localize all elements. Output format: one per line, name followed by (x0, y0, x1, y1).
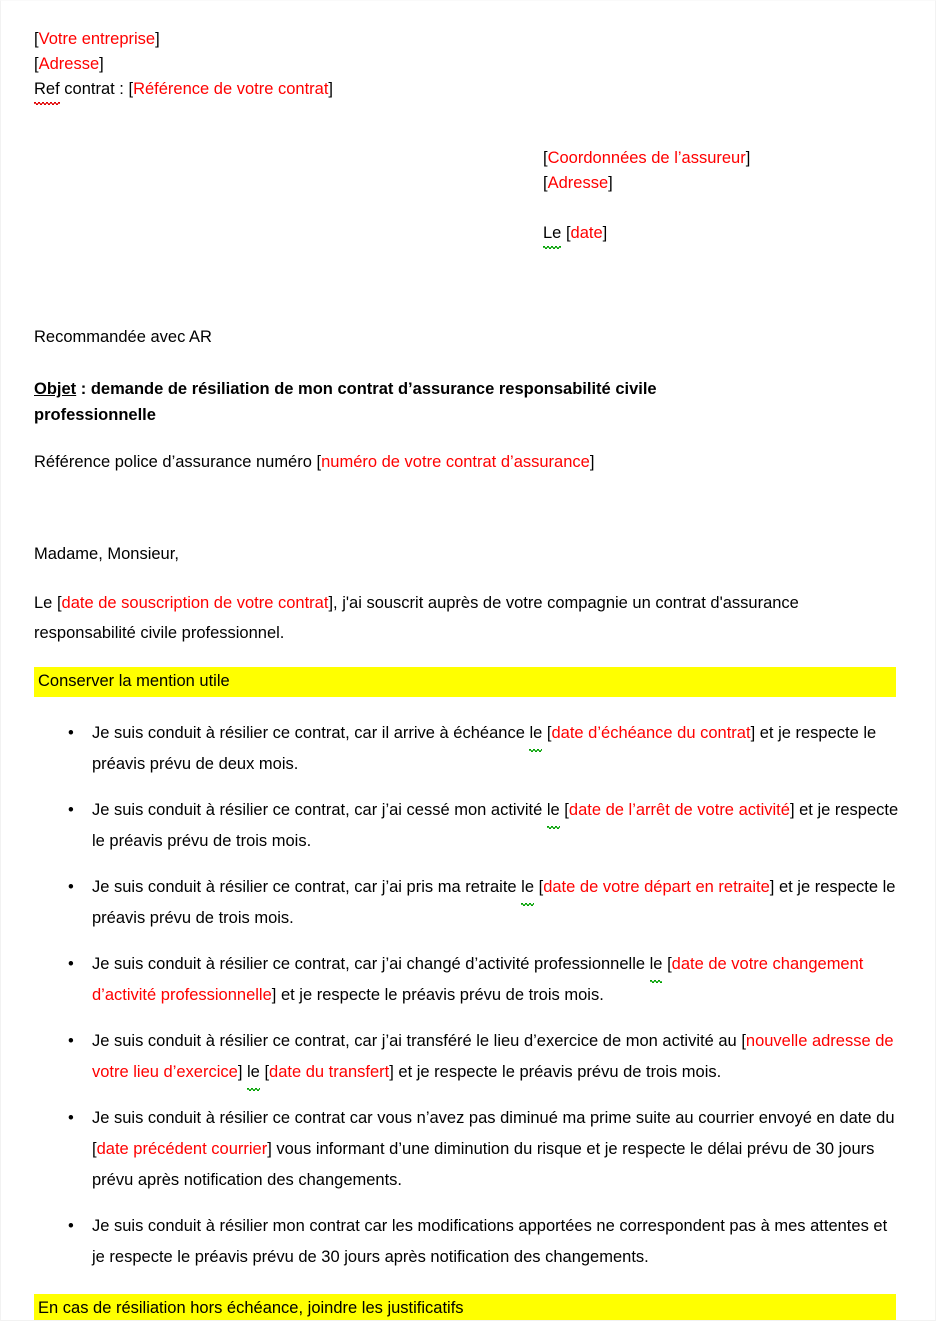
recipient-insurer-line: [Coordonnées de l’assureur] (543, 149, 751, 167)
list-item-text (92, 878, 895, 927)
spacer (34, 102, 900, 146)
list-item-text (92, 1109, 895, 1189)
spacer (34, 697, 900, 718)
placeholder-field: date de l’arrêt de votre activité (568, 801, 790, 819)
text-run: Je suis conduit à résilier ce contrat car vous n’avez pas diminué ma prime suite au courrier envoyé en date du (92, 1109, 895, 1127)
list-item-text (92, 955, 863, 1004)
contract-ref-placeholder: Référence de votre contrat (133, 80, 329, 98)
bullet-marker-icon: • (68, 724, 74, 742)
resiliation-reasons-list (34, 718, 900, 1273)
bracket-open: [ (264, 1063, 270, 1081)
bracket-open: [ (564, 801, 569, 819)
spacer (543, 196, 900, 221)
grammar-flagged-word: le (650, 949, 663, 980)
list-item (34, 872, 900, 934)
sender-block (34, 27, 900, 102)
bracket-open: [ (92, 1140, 97, 1158)
salutation: Madame, Monsieur, (34, 545, 179, 563)
intro-paragraph: Le [date de souscription de votre contrat], j'ai souscrit auprès de votre compagnie un contrat d'assurance responsabilité civile professionnel. (34, 594, 799, 642)
bracket-open: [ (538, 878, 544, 896)
spacer (34, 350, 900, 376)
bullet-marker-icon: • (68, 801, 74, 819)
text-run: Je suis conduit à résilier mon contrat car les modifications apportées ne correspondent pas à mes attentes et je respecte le préavis prévu de 30 jours après notification des changements. (92, 1217, 888, 1266)
objet-text: : demande de résiliation de mon contrat d’assurance responsabilité civile professionnelle (34, 380, 657, 424)
placeholder-field: nouvelle adresse de votre lieu d’exercice (92, 1032, 894, 1081)
placeholder-field: date de votre départ en retraite (543, 878, 770, 896)
letter-date-placeholder: date (570, 224, 603, 242)
sender-address-placeholder: Adresse (38, 55, 100, 73)
placeholder-field: date d’échéance du contrat (551, 724, 751, 742)
text-run: et je respecte le préavis prévu de deux mois. (92, 724, 877, 773)
grammar-flagged-word: le (521, 872, 534, 903)
list-item (34, 718, 900, 780)
highlight-justificatifs: En cas de résiliation hors échéance, joindre les justificatifs (34, 1294, 896, 1321)
bracket-close: ] (267, 1140, 272, 1158)
policy-reference-prefix: Référence police d’assurance numéro (34, 453, 317, 471)
bracket-close: ] (389, 1063, 394, 1081)
objet-heading (34, 376, 774, 428)
sender-address-line: [Adresse] (34, 55, 104, 73)
spacer (34, 648, 900, 667)
placeholder-field: date précédent courrier (96, 1140, 268, 1158)
spacer (34, 246, 900, 325)
list-item-text (92, 724, 876, 773)
policy-reference-line: Référence police d’assurance numéro [numéro de votre contrat d’assurance] (34, 453, 595, 471)
intro-suffix: , j'ai souscrit auprès de votre compagnie un contrat d'assurance responsabilité civile professionnel. (34, 594, 799, 642)
document-content (34, 27, 900, 1321)
list-item-text (92, 1217, 887, 1266)
spacer (34, 428, 900, 450)
bracket-open: [ (546, 724, 552, 742)
insurer-address-placeholder: Adresse (547, 174, 609, 192)
list-item-text (92, 801, 898, 850)
insurer-contact-placeholder: Coordonnées de l’assureur (547, 149, 746, 167)
list-item (34, 795, 900, 857)
policy-number-placeholder: numéro de votre contrat d’assurance (321, 453, 590, 471)
intro-prefix: Le (34, 594, 57, 612)
sender-company-line: [Votre entreprise] (34, 30, 160, 48)
highlight-conserver-mention: Conserver la mention utile (34, 667, 896, 697)
bullet-marker-icon: • (68, 1032, 74, 1050)
text-run: et je respecte le préavis prévu de trois mois. (276, 986, 604, 1004)
grammar-flagged-word: le (529, 718, 542, 749)
list-item-text (92, 1032, 894, 1081)
delivery-method-note: Recommandée avec AR (34, 328, 212, 346)
list-item (34, 1103, 900, 1196)
bracket-open: [ (741, 1032, 746, 1050)
text-run: Je suis conduit à résilier ce contrat, car j’ai cessé mon activité (92, 801, 547, 819)
ref-label-rest: contrat : (59, 80, 129, 98)
letter-date-line: Le [date] (543, 221, 900, 246)
list-item (34, 949, 900, 1011)
spacer (34, 1273, 900, 1294)
grammar-flagged-word: le (547, 795, 560, 826)
bracket-close: ] (789, 801, 795, 819)
text-run: et je respecte le préavis prévu de trois mois. (393, 1063, 722, 1081)
text-run: Je suis conduit à résilier ce contrat, car il arrive à échéance (92, 724, 530, 742)
text-run: et je respecte le préavis prévu de trois mois. (92, 878, 896, 927)
text-run: Je suis conduit à résilier ce contrat, car j’ai changé d’activité professionnelle (92, 955, 650, 973)
text-run: Je suis conduit à résilier ce contrat, car j’ai transféré le lieu d’exercice de mon activité au (92, 1032, 742, 1050)
objet-label: Objet (34, 380, 77, 398)
recipient-address-line: [Adresse] (543, 174, 613, 192)
list-item (34, 1211, 900, 1273)
subscription-date-placeholder: date de souscription de votre contrat (61, 594, 329, 612)
bullet-marker-icon: • (68, 955, 74, 973)
spacer (34, 567, 900, 588)
ref-misspelled-word: Ref (34, 77, 60, 102)
sender-ref-line: Ref contrat : [Référence de votre contrat] (34, 77, 900, 102)
placeholder-field: date du transfert (269, 1063, 390, 1081)
bracket-close: ] (271, 986, 277, 1004)
bracket-close: ] (750, 724, 756, 742)
bullet-marker-icon: • (68, 1217, 74, 1235)
grammar-flagged-word: le (247, 1057, 260, 1088)
text-run: et je respecte le préavis prévu de trois mois. (92, 801, 899, 850)
bullet-marker-icon: • (68, 878, 74, 896)
placeholder-field: date de votre changement d’activité professionnelle (92, 955, 864, 1004)
sender-company-placeholder: Votre entreprise (38, 30, 156, 48)
list-item (34, 1026, 900, 1088)
spacer (34, 475, 900, 542)
bracket-close: ] (769, 878, 775, 896)
bracket-open: [ (667, 955, 672, 973)
le-grammar-word: Le (543, 221, 561, 246)
bracket-close: ] (237, 1063, 243, 1081)
text-run: Je suis conduit à résilier ce contrat, car j’ai pris ma retraite (92, 878, 522, 896)
bullet-marker-icon: • (68, 1109, 74, 1127)
recipient-block (543, 146, 900, 246)
text-run: vous informant d’une diminution du risque et je respecte le délai prévu de 30 jours prévu après notification des changements. (92, 1140, 875, 1189)
